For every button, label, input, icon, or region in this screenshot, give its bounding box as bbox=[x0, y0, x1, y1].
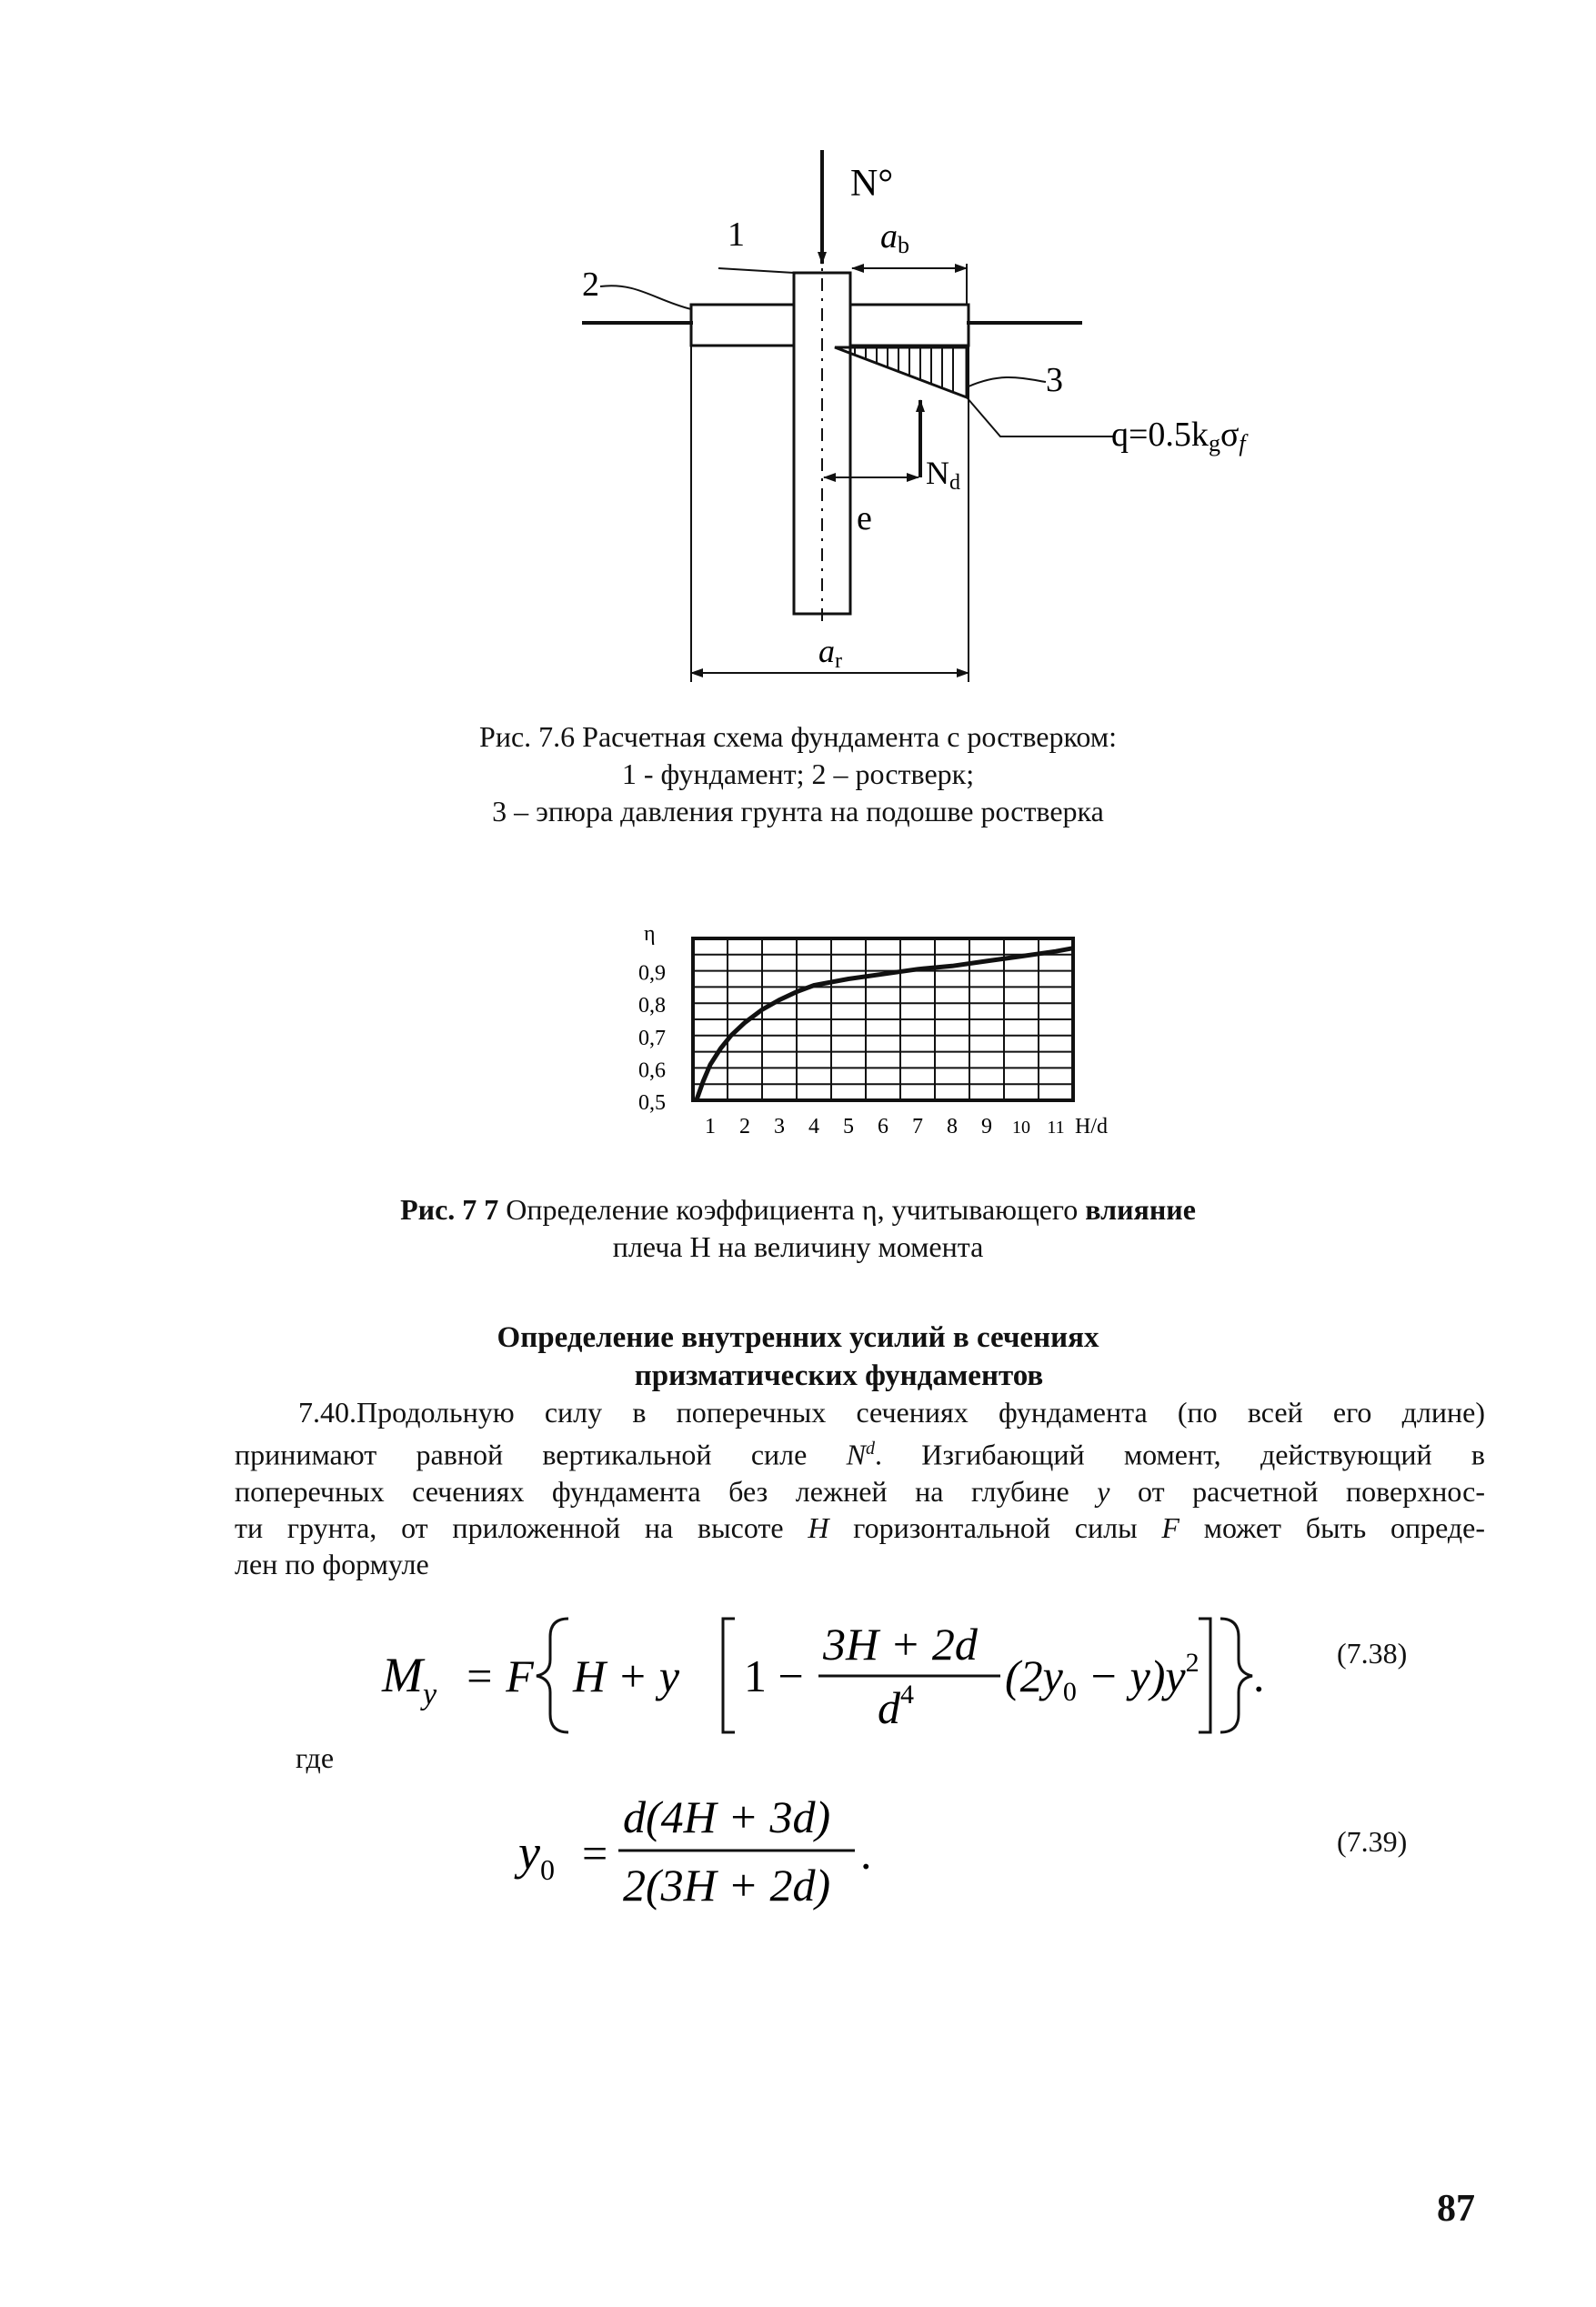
leader-3 bbox=[969, 377, 1046, 386]
x-axis-label: H/d bbox=[1075, 1115, 1108, 1138]
x-tick-label: 11 bbox=[1047, 1118, 1065, 1138]
svg-text:H + y: H + y bbox=[573, 1650, 680, 1701]
x-tick-label: 3 bbox=[774, 1115, 785, 1138]
text-line: ти грунта, от приложенной на высоте Н горизонтальной силы F может быть опреде- bbox=[235, 1510, 1486, 1544]
caption-fig-label: Рис. 7 7 bbox=[400, 1193, 499, 1226]
label-1: 1 bbox=[728, 216, 745, 254]
svg-text:=: = bbox=[582, 1828, 608, 1879]
svg-text:(2y0 − y)y2: $(2y_0 - y)y^2$ bbox=[1005, 1648, 1200, 1707]
equation-7-38 bbox=[364, 1605, 1273, 1741]
svg-text:d(4H + 3d): d(4H + 3d) bbox=[623, 1791, 831, 1842]
caption-line: плеча Н на величину момента bbox=[612, 1230, 984, 1263]
x-tick-label: 10 bbox=[1012, 1118, 1030, 1138]
svg-text:= F: = F bbox=[464, 1650, 534, 1701]
svg-text:d4: $d^4$ bbox=[878, 1680, 914, 1733]
y-tick-label: 0,7 bbox=[638, 1026, 666, 1050]
svg-text:1 −: 1 − bbox=[744, 1650, 804, 1701]
heading-line: Определение внутренних усилий в сечениях bbox=[497, 1321, 1099, 1354]
x-tick-label: 7 bbox=[912, 1115, 923, 1138]
leader-1 bbox=[718, 268, 794, 273]
label-Nd: Nd bbox=[926, 455, 960, 495]
foundation-pillar bbox=[794, 273, 850, 614]
page-number: 87 bbox=[1437, 2188, 1475, 2230]
leader-q bbox=[967, 397, 1114, 436]
x-tick-label: 5 bbox=[843, 1115, 854, 1138]
where-word: где bbox=[296, 1741, 335, 1774]
figure-7-7-eta-chart bbox=[627, 918, 1137, 1146]
paragraph-7-40 bbox=[235, 1394, 1485, 1582]
text-line: лен по формуле bbox=[235, 1547, 429, 1580]
caption-line: 1 - фундамент; 2 – ростверк; bbox=[621, 757, 975, 790]
text-line: принимают равной вертикальной силе $N^d$. Изгибающий момент, действующий в bbox=[235, 1438, 1486, 1471]
x-tick-label: 8 bbox=[947, 1115, 958, 1138]
label-q: q=0.5kgσf bbox=[1111, 416, 1246, 456]
svg-text:3H + 2d: 3H + 2d bbox=[823, 1619, 978, 1670]
heading-line: призматических фундаментов bbox=[634, 1359, 1044, 1392]
caption-line: 3 – эпюра давления грунта на подошве ростверка bbox=[492, 795, 1104, 828]
y-tick-label: 0,5 bbox=[638, 1091, 666, 1115]
equation-number-7-38: (7.38) bbox=[1337, 1637, 1408, 1670]
y-tick-label: 0,9 bbox=[638, 961, 666, 986]
equation-number-7-39: (7.39) bbox=[1337, 1825, 1408, 1858]
svg-text:.: . bbox=[860, 1828, 872, 1879]
label-ab: ab bbox=[880, 217, 909, 258]
svg-text:.: . bbox=[1253, 1650, 1265, 1701]
svg-text:y0: $y_0$ bbox=[518, 1825, 555, 1886]
label-2: 2 bbox=[582, 266, 599, 304]
caption-line: Рис. 7.6 Расчетная схема фундамента с ростверком: bbox=[479, 720, 1117, 753]
label-e: e bbox=[857, 499, 872, 537]
equation-7-39 bbox=[509, 1778, 928, 1914]
caption-text: Определение коэффициен bbox=[498, 1193, 829, 1226]
x-tick-label: 2 bbox=[739, 1115, 750, 1138]
figure-7-6-caption bbox=[0, 718, 1596, 830]
text-line: 7.40.Продольную силу в поперечных сечениях фундамента (по всей его длине) bbox=[298, 1396, 1485, 1429]
label-3: 3 bbox=[1046, 361, 1063, 399]
y-tick-label: 0,6 bbox=[638, 1058, 666, 1083]
x-tick-label: 4 bbox=[808, 1115, 819, 1138]
x-tick-label: 6 bbox=[878, 1115, 888, 1138]
svg-text:2(3H + 2d): 2(3H + 2d) bbox=[623, 1860, 831, 1911]
text-line: поперечных сечениях фундамента без лежней на глубине у от расчетной поверхнос- bbox=[235, 1474, 1486, 1508]
figure-7-6-foundation-scheme bbox=[0, 0, 1596, 709]
y-axis-label: η bbox=[644, 922, 656, 946]
x-tick-label: 1 bbox=[705, 1115, 716, 1138]
label-N0: N° bbox=[850, 163, 894, 205]
x-tick-label: 9 bbox=[981, 1115, 992, 1138]
svg-text:My: $M_y$ bbox=[382, 1648, 437, 1711]
y-tick-label: 0,8 bbox=[638, 994, 666, 1018]
pressure-diagram bbox=[835, 347, 967, 397]
label-ar: ar bbox=[818, 633, 842, 673]
caption-text-bold: влияние bbox=[1085, 1193, 1196, 1226]
caption-text: та η, учитывающего bbox=[828, 1193, 1086, 1226]
figure-7-7-caption bbox=[0, 1191, 1596, 1266]
section-heading bbox=[0, 1319, 1596, 1395]
leader-2 bbox=[600, 286, 691, 309]
